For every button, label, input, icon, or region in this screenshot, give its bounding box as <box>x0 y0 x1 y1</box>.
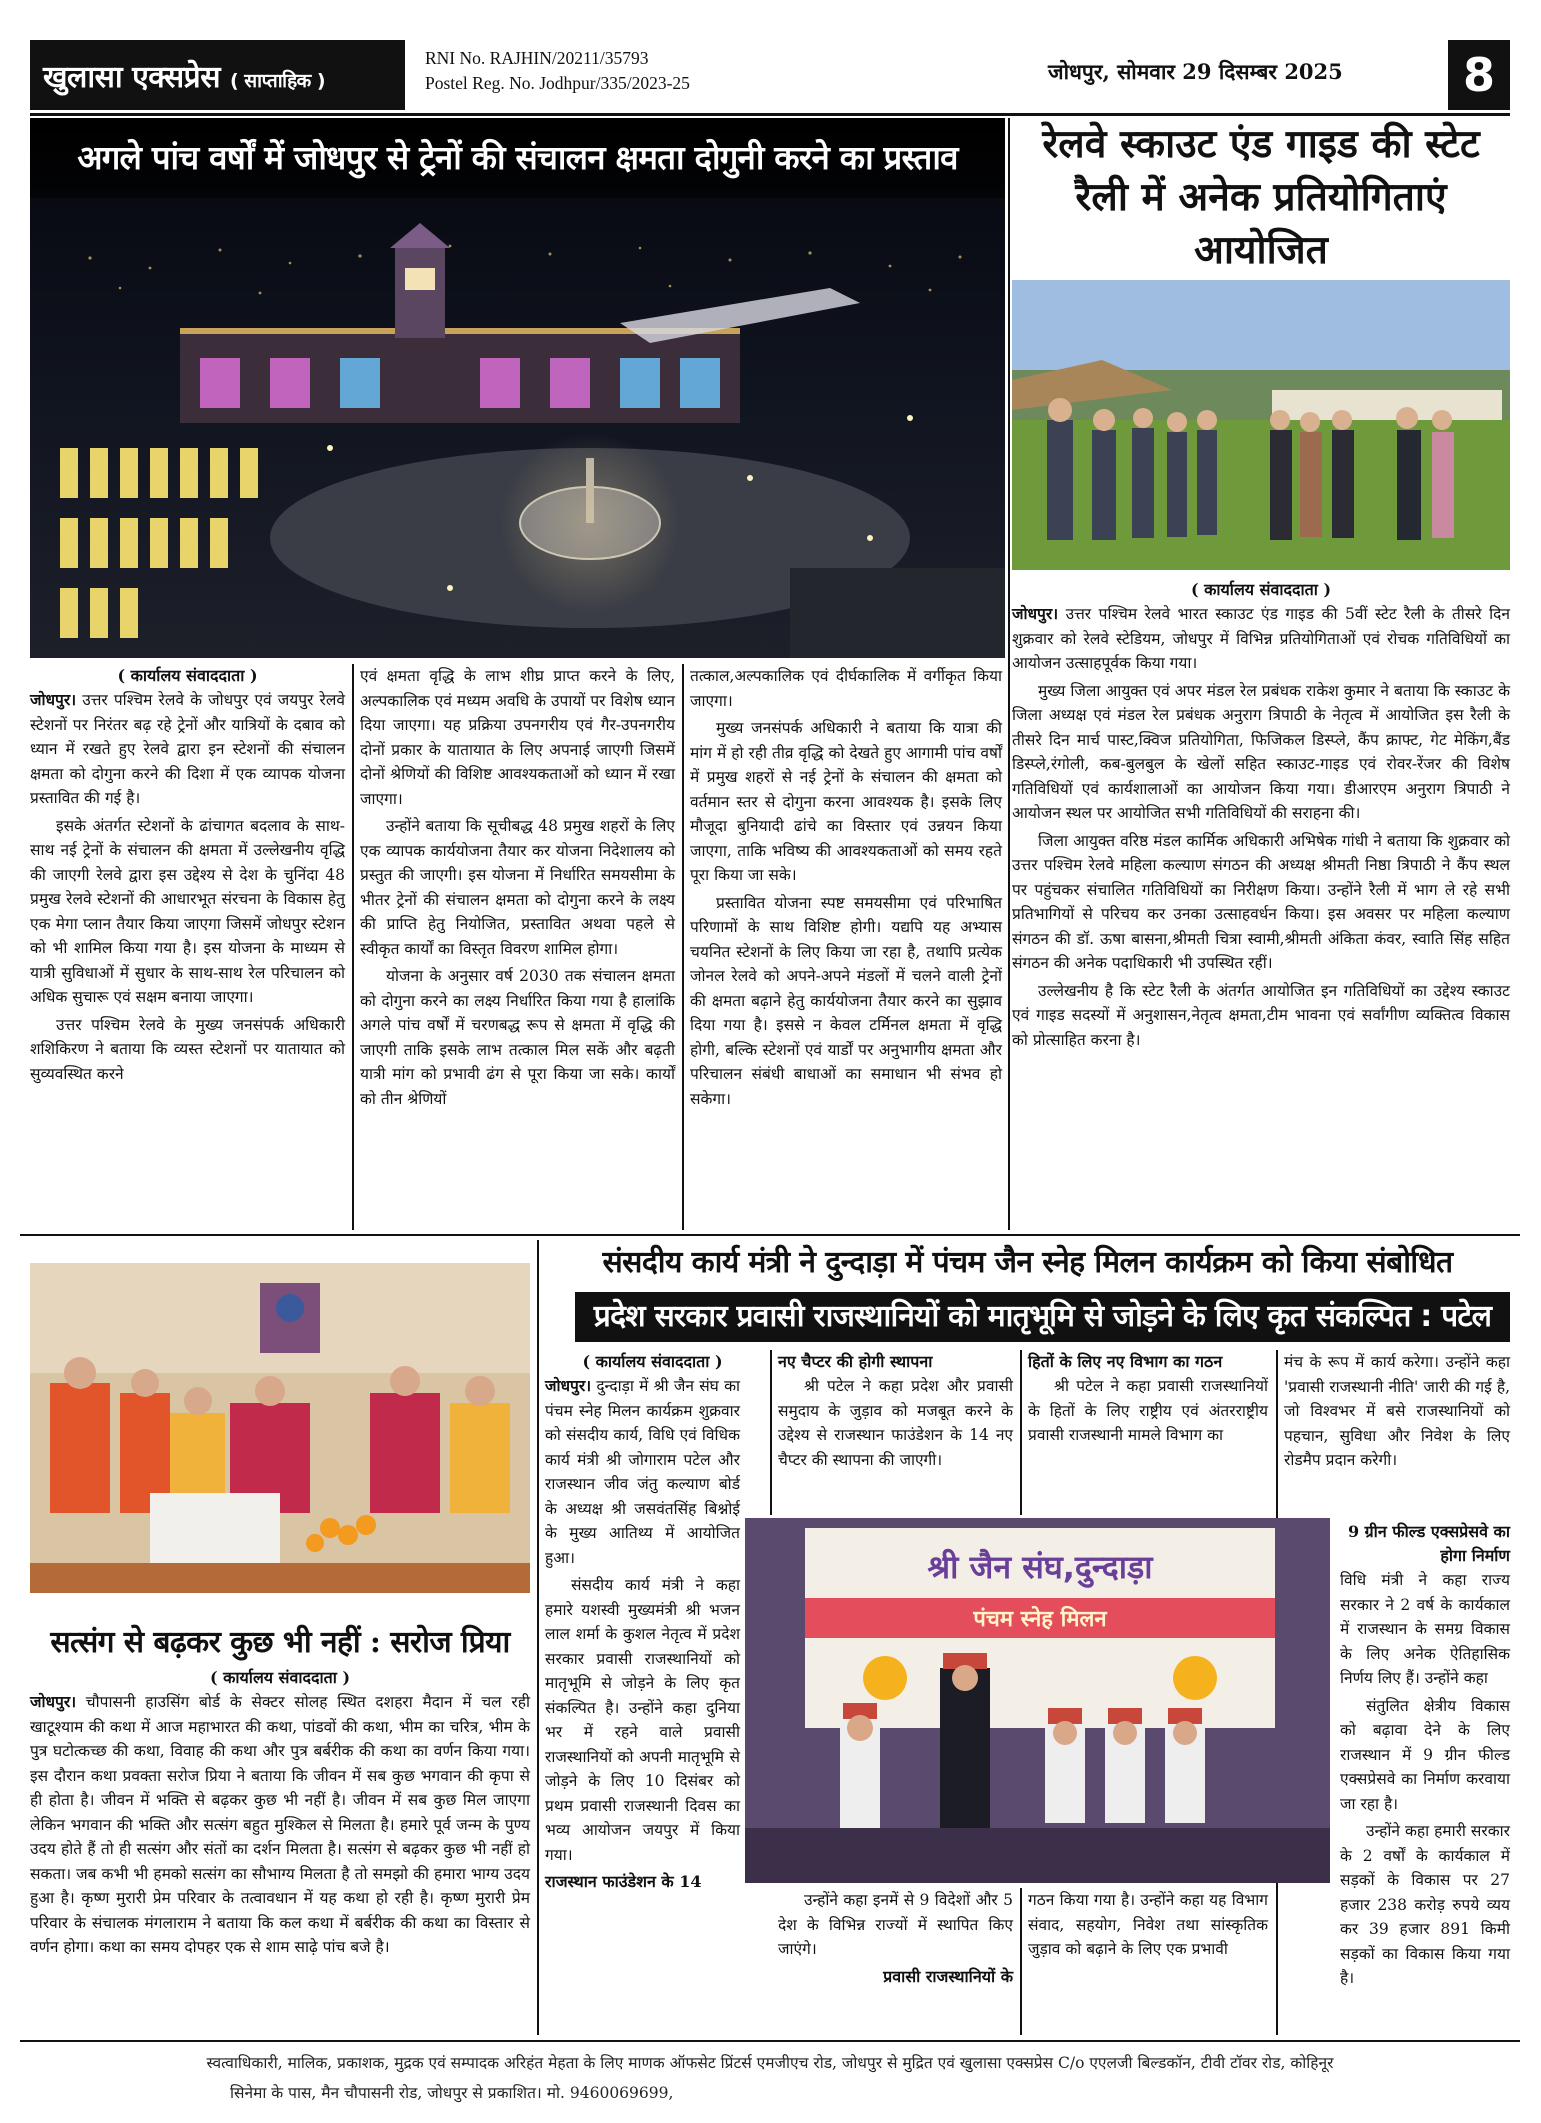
jain-event-photo <box>745 1518 1330 1883</box>
jain-story-col2 <box>778 1350 1013 1475</box>
lead-paragraph-4: एवं क्षमता वृद्धि के लाभ शीघ्र प्राप्त करने के लिए, अल्पकालिक एवं मध्यम अवधि के उपायों पर विशेष ध्यान दिया जाएगा। यह प्रक्रिया उपनगरीय एवं गैर-उपनगरीय दोनों प्रकार के यातायात के लिए अपनाई जाएगी जिसमें दोनों श्रेणियों की विशिष्ट आवश्यकताओं को ध्यान में रखा जाएगा। <box>360 667 675 808</box>
lead-paragraph-7: तत्काल,अल्पकालिक एवं दीर्घकालिक में वर्गीकृत किया जाएगा। <box>690 667 1002 710</box>
paragraph-text: दुन्दाड़ा में श्री जैन संघ का पंचम स्नेह मिलन कार्यक्रम शुक्रवार को संसदीय कार्य, विधि एवं विधिक कार्य मंत्री श्री जोगाराम पटेल और राजस्थान जीव जंतु कल्याण बोर्ड के अध्यक्ष श्री जसवंतसिंह बिश्नोई के मुख्य आतिथ्य में आयोजित हुआ। <box>545 1377 740 1567</box>
print-line <box>40 2048 1500 2108</box>
brand-name: खुलासा एक्सप्रेस <box>43 60 221 95</box>
column-divider <box>352 664 354 1230</box>
dateline-city: जोधपुर। <box>545 1376 592 1395</box>
scout-story-photo <box>1012 280 1510 570</box>
jain-subhead-new-department: हितों के लिए नए विभाग का गठन <box>1028 1352 1223 1371</box>
column-divider <box>537 1240 539 2035</box>
jain-subhead-pravasi: प्रवासी राजस्थानियों के <box>883 1966 1013 1986</box>
footer-divider <box>20 2040 1520 2042</box>
masthead <box>30 40 1510 110</box>
page-number: 8 <box>1448 40 1510 110</box>
jain-subhead-expressway: 9 ग्रीन फील्ड एक्सप्रेसवे का होगा निर्माण <box>1347 1522 1510 1565</box>
jain-story-headline: संसदीय कार्य मंत्री ने दुन्दाड़ा में पंचम जैन स्नेह मिलन कार्यक्रम को किया संबोधित <box>602 1245 1453 1280</box>
satsang-story-headline: सत्संग से बढ़कर कुछ भी नहीं : सरोज प्रिया <box>50 1625 510 1660</box>
lead-paragraph-2: इसके अंतर्गत स्टेशनों के ढांचागत बदलाव के साथ-साथ नई ट्रेनों के संचालन की क्षमता में उल्लेखनीय वृद्धि की जाएगी रेलवे द्वारा इस उद्देश्य से देश के चुनिंदा 48 प्रमुख रेलवे स्टेशनों की आधारभूत संरचना के विकास हेतु एक मेगा प्लान तैयार किया जाएगा जिसमें जोधपुर स्टेशन को भी शामिल किया गया है। इस योजना के माध्यम से यात्री सुविधाओं में सुधार के साथ-साथ रेल परिचालन को अधिक सुचारू एवं सक्षम बनाया जाएगा। <box>30 816 345 1006</box>
lead-paragraph-3: उत्तर पश्चिम रेलवे के मुख्य जनसंपर्क अधिकारी शशिकिरण ने बताया कि व्यस्त स्टेशनों पर यातायात को सुव्यवस्थित करने <box>30 1015 345 1083</box>
banner-text-subtitle: पंचम स्नेह मिलन <box>973 1607 1107 1632</box>
jain-story-col1 <box>545 1374 740 1894</box>
banner-text-title: श्री जैन संघ,दुन्दाड़ा <box>927 1548 1153 1586</box>
lead-story-photo <box>30 118 1005 658</box>
brand-logo-box <box>30 40 405 110</box>
masthead-divider <box>30 113 1510 116</box>
lead-paragraph-5: उन्होंने बताया कि सूचीबद्ध 48 प्रमुख शहरों के लिए एक व्यापक कार्ययोजना तैयार कर योजना निदेशालय को प्रस्तुत की जाएगी। इस योजना में निर्धारित समयसीमा के भीतर ट्रेनों की संचालन क्षमता को दोगुना करने के लक्ष्य की प्राप्ति हेतु नियोजित, प्रस्तावित अथवा पहले से स्वीकृत कार्यों का विस्तृत विवरण शामिल होगा। <box>360 817 675 958</box>
scout-paragraph-2: मुख्य जिला आयुक्त एवं अपर मंडल रेल प्रबंधक राकेश कुमार ने बताया कि स्काउट के जिला अध्यक्ष एवं मंडल रेल प्रबंधक अनुराग त्रिपाठी के नेतृत्व में आयोजित इस रैली के तीसरे दिन मार्च पास्ट,क्विज प्रतियोगिता, फिजिकल डिस्प्ले, कैंप क्राफ्ट, गेट मेकिंग,बैंड डिस्प्ले,रंगोली, कब-बुलबुल के खेलों सहित स्काउट-गाइड एवं रोवर-रेंजर की विशेष गतिविधियों एवं कार्यशालाओं का आयोजन किया गया। डीआरएम अनुराग त्रिपाठी ने आयोजन स्थल पर आयोजित सभी गतिविधियों की सराहना की। <box>1012 681 1510 822</box>
lead-story-col2 <box>360 664 675 1114</box>
satsang-stage-image <box>30 1263 530 1593</box>
column-divider <box>1020 1888 1022 2035</box>
paragraph-text: उत्तर पश्चिम रेलवे के जोधपुर एवं जयपुर रेलवे स्टेशनों पर निरंतर बढ़ रहे ट्रेनों और यात्रियों के दबाव को ध्यान में रखते हुए रेलवे द्वारा इन स्टेशनों की संचालन क्षमता को दोगुना करने की दिशा में एक व्यापक योजना प्रस्तावित की गई है। <box>30 691 345 807</box>
satsang-story-body <box>30 1690 530 1963</box>
jain-paragraph-8: उन्होंने कहा हमारी सरकार के 2 वर्षों के कार्यकाल में सड़कों के विकास पर 27 हजार 238 करोड़ रुपये व्यय कर 39 हजार 891 किमी सड़कों का विकास किया गया है। <box>1340 1822 1510 1987</box>
scout-byline: ( कार्यालय संवाददाता ) <box>1190 580 1332 599</box>
section-divider <box>20 1234 1520 1236</box>
imprint-line-2: सिनेमा के पास, मैन चौपासनी रोड, जोधपुर से प्रकाशित। मो. 9460069699, <box>230 2084 674 2102</box>
lead-story-col3 <box>690 664 1002 1114</box>
lead-byline: ( कार्यालय संवाददाता ) <box>117 666 258 685</box>
railway-station-night-aerial-image <box>30 118 1005 658</box>
lead-paragraph-1 <box>30 688 345 811</box>
jain-story-col2-bottom <box>778 1888 1013 1989</box>
jain-paragraph-1 <box>545 1374 740 1570</box>
jain-paragraph-7: संतुलित क्षेत्रीय विकास को बढ़ावा देने के लिए राजस्थान में 9 ग्रीन फील्ड एक्सप्रेसवे का निर्माण करवाया जा रहा है। <box>1340 1696 1510 1813</box>
scout-paragraph-3: जिला आयुक्त वरिष्ठ मंडल कार्मिक अधिकारी अभिषेक गांधी ने बताया कि शुक्रवार को उत्तर पश्चिम रेलवे महिला कल्याण संगठन की अध्यक्ष श्रीमती निष्ठा त्रिपाठी ने कैंप स्थल पर पहुंचकर संचालित गतिविधियों का निरीक्षण किया। उन्होंने रैली में भाग ले रहे सभी प्रतिभागियों से परिचय कर उनका उत्साहवर्धन किया। इस अवसर पर महिला कल्याण संगठन की डॉ. ऊषा बासना,श्रीमती चित्रा स्वामी,श्रीमती अंकिता कंवर, स्वाति सिंह सहित संगठन की अनेक पदाधिकारी भी उपस्थित रहीं। <box>1012 831 1510 972</box>
jain-story-col4-continued <box>1340 1520 1510 1994</box>
lead-paragraph-6: योजना के अनुसार वर्ष 2030 तक संचालन क्षमता को दोगुना करने का लक्ष्य निर्धारित किया गया है हालांकि अगले पांच वर्षों में चरणबद्ध रूप से क्षमता में वृद्धि की जाएगी ताकि इसके लाभ तत्काल मिल सकें और बढ़ती यात्री मांग को प्रभावी ढंग से पूरा किया जा सके। कार्यों को तीन श्रेणियों <box>360 967 675 1108</box>
lead-paragraph-8: मुख्य जनसंपर्क अधिकारी ने बताया कि यात्रा की मांग में हो रही तीव्र वृद्धि को देखते हुए आगामी पांच वर्षों में प्रमुख शहरों से नई ट्रेनों के संचालन की क्षमता को वर्तमान स्तर से दोगुना करना आवश्यक है। इसके लिए मौजूदा बुनियादी ढांचे का विस्तार एवं उन्नयन किया जाएगा, ताकि भविष्य की आवश्यकताओं को समय रहते पूरा किया जा सके। <box>690 719 1002 884</box>
jain-paragraph-5: मंच के रूप में कार्य करेगा। उन्होंने कहा 'प्रवासी राजस्थानी नीति' जारी की गई है, जो विश्वभर में बसे राजस्थानियों को पहचान, सुविधा और निवेश के लिए रोडमैप प्रदान करेगी। <box>1284 1353 1510 1469</box>
jain-byline: ( कार्यालय संवाददाता ) <box>582 1352 723 1371</box>
satsang-byline: ( कार्यालय संवाददाता ) <box>209 1668 351 1687</box>
jain-subhead-rajasthan-foundation: राजस्थान फाउंडेशन के 14 <box>545 1872 702 1891</box>
jain-story-col3-bottom <box>1028 1888 1268 1965</box>
jain-paragraph-6: विधि मंत्री ने कहा राज्य सरकार ने 2 वर्ष के कार्यकाल में राजस्थान के समग्र विकास के लिए अनेक ऐतिहासिक निर्णय लिए हैं। उन्होंने कहा <box>1340 1571 1510 1687</box>
brand-title <box>43 55 325 96</box>
imprint-line-1: स्वत्वाधिकारी, मालिक, प्रकाशक, मुद्रक एवं सम्पादक अरिहंत मेहता के लिए माणक ऑफसेट प्रिंटर्स एमजीएच रोड, जोधपुर से मुद्रित एवं खुलासा एक्सप्रेस C/o एएलजी बिल्डकॉन, टीवी टॉवर रोड, कोहिनूर <box>206 2054 1334 2072</box>
scout-paragraph-4: उल्लेखनीय है कि स्टेट रैली के अंतर्गत आयोजित इन गतिविधियों का उद्देश्य स्काउट एवं गाइड सदस्यों में अनुशासन,नेतृत्व क्षमता,टीम भावना एवं सर्वांगीण व्यक्तित्व विकास को प्रोत्साहित करना है। <box>1012 981 1510 1049</box>
rni-number: RNI No. RAJHIN/20211/35793 <box>425 48 649 68</box>
column-divider <box>1020 1350 1022 1515</box>
scouts-inspection-field-image <box>1012 280 1510 570</box>
dateline-city: जोधपुर। <box>30 1692 77 1711</box>
paragraph-text: उत्तर पश्चिम रेलवे भारत स्काउट एंड गाइड की 5वीं स्टेट रैली के तीसरे दिन शुक्रवार को रेलवे स्टेडियम, जोधपुर में विभिन्न प्रतियोगिताओं एवं रोचक गतिविधियों का आयोजन उत्साहपूर्वक किया गया। <box>1012 605 1510 672</box>
dateline-city: जोधपुर। <box>30 690 77 709</box>
jain-paragraph-4: श्री पटेल ने कहा प्रवासी राजस्थानियों के हितों के लिए राष्ट्रीय एवं अंतरराष्ट्रीय प्रवासी राजस्थानी मामले विभाग का <box>1028 1377 1268 1444</box>
jain-paragraph-2: संसदीय कार्य मंत्री ने कहा हमारे यशस्वी मुख्यमंत्री श्री भजन लाल शर्मा के कुशल नेतृत्व में प्रदेश सरकार प्रवासी राजस्थानियों को मातृभूमि से जोड़ने के लिए कृत संकल्पित है। उन्होंने कहा दुनिया भर में रहने वाले प्रवासी राजस्थानियों को अपनी मातृभूमि से जोड़ने के लिए 10 दिसंबर को प्रथम प्रवासी राजस्थानी दिवस का भव्य आयोजन जयपुर में किया गया। <box>545 1576 740 1864</box>
satsang-paragraph-1 <box>30 1690 530 1960</box>
lead-story-headline: अगले पांच वर्षों में जोधपुर से ट्रेनों की संचालन क्षमता दोगुनी करने का प्रस्ताव <box>30 118 1005 198</box>
satsang-story-photo <box>30 1263 530 1593</box>
scout-paragraph-1 <box>1012 602 1510 676</box>
lead-paragraph-9: प्रस्तावित योजना स्पष्ट समयसीमा एवं परिभाषित परिणामों के साथ विशिष्ट होगी। यद्यपि यह अभ्यास चयनित स्टेशनों के लिए किया जा रहा है, तथापि प्रत्येक जोनल रेलवे को अपने-अपने मंडलों में चलने वाली ट्रेनों की क्षमता बढ़ाने हेतु कार्ययोजना तैयार करने का सुझाव दिया गया है। इससे न केवल टर्मिनल क्षमता में वृद्धि होगी, बल्कि स्टेशनों एवं यार्डों पर अनुभागीय क्षमता और परिचालन संबंधी बाधाओं का समाधान भी संभव हो सकेगा। <box>690 893 1002 1108</box>
jain-paragraph-10: गठन किया गया है। उन्होंने कहा यह विभाग संवाद, सहयोग, निवेश तथा सांस्कृतिक जुड़ाव को बढ़ाने के लिए एक प्रभावी <box>1028 1891 1268 1958</box>
jain-story-col3 <box>1028 1350 1268 1451</box>
scout-story-headline: रेलवे स्काउट एंड गाइड की स्टेट रैली में अनेक प्रतियोगिताएं आयोजित <box>1042 121 1480 273</box>
scout-story-body <box>1012 602 1510 1055</box>
dateline-city: जोधपुर। <box>1012 604 1059 623</box>
jain-paragraph-9: उन्होंने कहा इनमें से 9 विदेशों और 5 देश के विभिन्न राज्यों में स्थापित किए जाएंगे। <box>778 1891 1013 1958</box>
jain-sneh-milan-stage-image <box>745 1518 1330 1883</box>
jain-story-subheadline: प्रदेश सरकार प्रवासी राजस्थानियों को मातृभूमि से जोड़ने के लिए कृत संकल्पित : पटेल <box>575 1292 1510 1342</box>
column-divider <box>682 664 684 1230</box>
paragraph-text: चौपासनी हाउसिंग बोर्ड के सेक्टर सोलह स्थित दशहरा मैदान में चल रही खाटूश्याम की कथा में आज महाभारत की कथा, पांडवों की कथा, भीम का चरित्र, भीम के पुत्र घटोत्कच्छ की कथा, विवाह की कथा और पुत्र बर्बरीक की कथा का वर्णन किया गया। इस दौरान कथा प्रवक्ता सरोज प्रिया ने बताया कि जीवन में सब कुछ भगवान की कृपा से ही होता है। जीवन में भक्ति से बढ़कर कुछ भी नहीं है। जीवन में सब कुछ मिल जाएगा लेकिन भगवान की भक्ति और सत्संग बहुत मुश्किल से मिलता है। हमारे पूर्व जन्म के पुण्य उदय होते हैं तो ही सत्संग और संतों का दर्शन मिलता है। सत्संग से बढ़कर कुछ भी नहीं हो सकता। जब कभी भी हमको सत्संग का सौभाग्य मिलता है तो समझो की हमारा भाग्य उदय हुआ है। कृष्ण मुरारी प्रेम परिवार के तत्वावधान में यह कथा हो रही है। कृष्ण मुरारी प्रेम परिवार के संचालक मंगलाराम ने बताया कि कल कथा में बर्बरीक की कथा का विस्तार से वर्णन होगा। कथा का समय दोपहर एक से शाम साढ़े पांच बजे है। <box>30 1693 530 1956</box>
column-divider <box>1008 118 1010 1230</box>
registration-info <box>425 46 690 96</box>
postal-reg-number: Postel Reg. No. Jodhpur/335/2023-25 <box>425 73 690 93</box>
lead-story-col1 <box>30 688 345 1089</box>
column-divider <box>770 1350 772 1515</box>
dateline: जोधपुर, सोमवार 29 दिसम्बर 2025 <box>1048 59 1343 84</box>
edition-label: ( साप्ताहिक ) <box>230 70 326 92</box>
jain-story-col4 <box>1284 1350 1510 1476</box>
jain-subhead-new-chapters: नए चैप्टर की होगी स्थापना <box>778 1352 933 1371</box>
jain-paragraph-3: श्री पटेल ने कहा प्रदेश और प्रवासी समुदाय के जुड़ाव को मजबूत करने के उद्देश्य से राजस्थान फाउंडेशन के 14 नए चैप्टर की स्थापना की जाएगी। <box>778 1377 1013 1469</box>
